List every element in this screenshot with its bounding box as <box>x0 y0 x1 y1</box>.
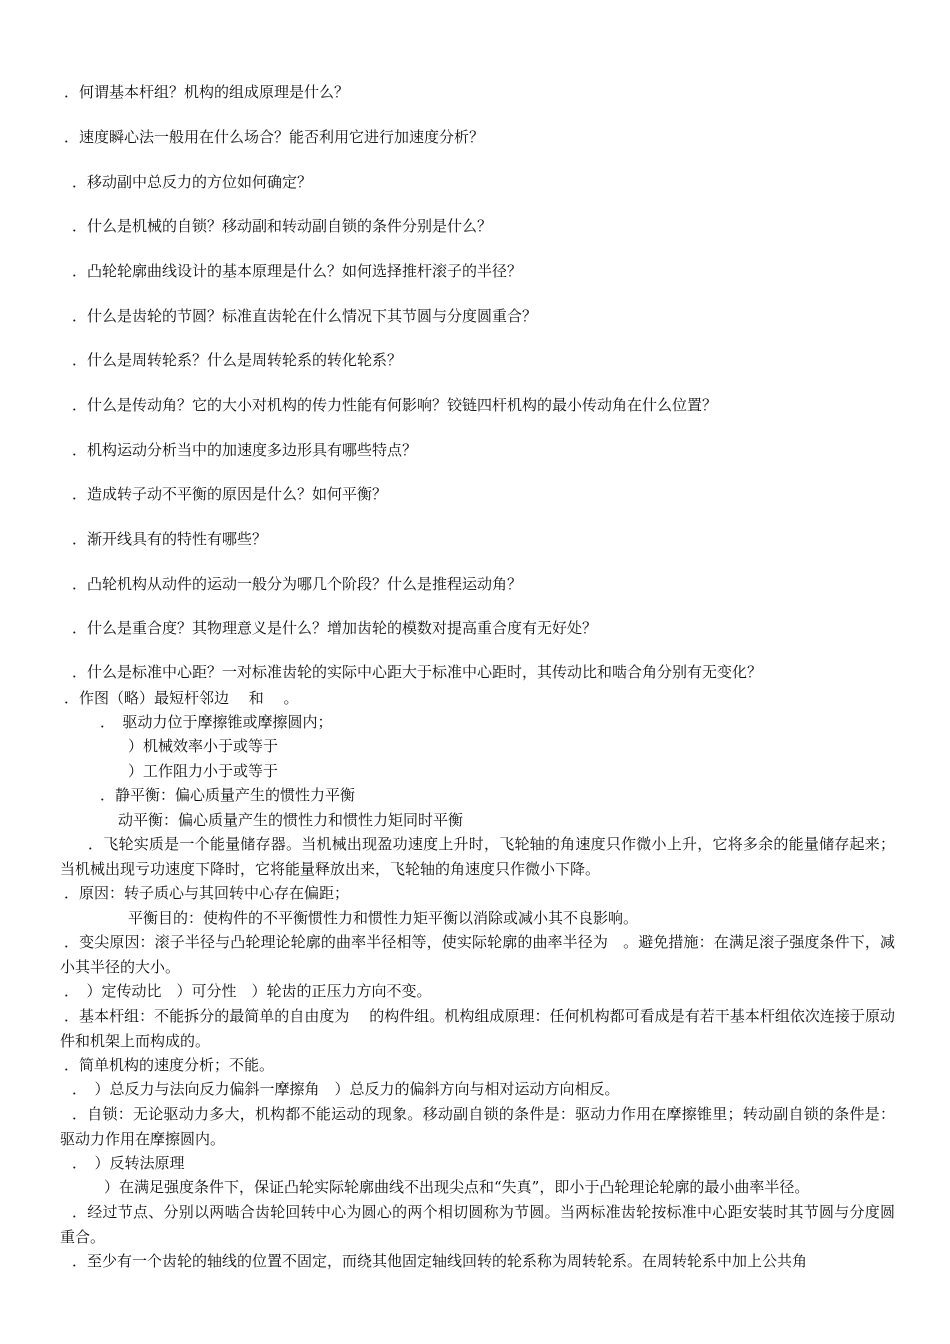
question-12: ．凸轮机构从动件的运动一般分为哪几个阶段？什么是推程运动角？ <box>72 575 523 593</box>
answer-1: ．作图（略）最短杆邻边 和 。 <box>64 689 299 707</box>
question-14: ．什么是标准中心距？一对标准齿轮的实际中心距大于标准中心距时，其传动比和啮合角分别有无变化？ <box>72 663 763 681</box>
question-1: ．何谓基本杆组？机构的组成原理是什么？ <box>64 83 350 101</box>
answer-7: ． ）定传动比 ）可分性 ）轮齿的正压力方向不变。 <box>64 982 432 1000</box>
question-13: ．什么是重合度？其物理意义是什么？增加齿轮的模数对提高重合度有无好处？ <box>72 619 598 637</box>
question-8: ．什么是传动角？它的大小对机构的传力性能有何影响？铰链四杆机构的最小传动角在什么位置？ <box>72 396 718 414</box>
question-6: ．什么是齿轮的节圆？标准直齿轮在什么情况下其节圆与分度圆重合？ <box>72 307 538 325</box>
answer-11: ．自锁：无论驱动力多大，机构都不能运动的现象。移动副自锁的条件是：驱动力作用在摩擦锥里；转动副自锁的条件是：驱动力作用在摩擦圆内。 <box>60 1105 895 1148</box>
answer-6: ．变尖原因：滚子半径与凸轮理论轮廓的曲率半径相等，使实际轮廓的曲率半径为 。避免措施：在满足滚子强度条件下，减小其半径的大小。 <box>60 933 895 976</box>
answer-2-sub-2: ）机械效率小于或等于 <box>128 737 279 755</box>
answer-5-sub: 平衡目的：使构件的不平衡惯性力和惯性力矩平衡以消除或减小其不良影响。 <box>128 909 639 927</box>
question-2: ．速度瞬心法一般用在什么场合？能否利用它进行加速度分析？ <box>64 128 485 146</box>
answer-14: ．至少有一个齿轮的轴线的位置不固定，而绕其他固定轴线回转的轮系称为周转轮系。在周转轮系中加上公共角 <box>72 1252 808 1270</box>
question-5: ．凸轮轮廓曲线设计的基本原理是什么？如何选择推杆滚子的半径？ <box>72 262 523 280</box>
question-10: ．造成转子动不平衡的原因是什么？如何平衡？ <box>72 485 388 503</box>
answer-4: ．飞轮实质是一个能量储存器。当机械出现盈功速度上升时，飞轮轴的角速度只作微小上升，它将多余的能量储存起来；当机械出现亏功速度下降时，它将能量释放出来，飞轮轴的角速度只作微小下降。 <box>60 835 895 878</box>
answer-3: ．静平衡：偏心质量产生的惯性力平衡 <box>100 786 356 804</box>
question-11: ．渐开线具有的特性有哪些？ <box>72 530 268 548</box>
question-9: ．机构运动分析当中的加速度多边形具有哪些特点？ <box>72 441 418 459</box>
answer-3-sub: 动平衡：偏心质量产生的惯性力和惯性力矩同时平衡 <box>118 811 464 829</box>
question-7: ．什么是周转轮系？什么是周转轮系的转化轮系？ <box>72 351 403 369</box>
answer-12-sub: ）在满足强度条件下，保证凸轮实际轮廓曲线不出现尖点和“失真”，即小于凸轮理论轮廓的最小曲率半径。 <box>104 1178 810 1196</box>
answer-5: ．原因：转子质心与其回转中心存在偏距； <box>64 884 350 902</box>
question-3: ．移动副中总反力的方位如何确定？ <box>72 173 313 191</box>
answer-2: ． 驱动力位于摩擦锥或摩擦圆内； <box>100 713 333 731</box>
answer-12: ． ）反转法原理 <box>72 1154 185 1172</box>
answer-2-sub-3: ）工作阻力小于或等于 <box>128 762 279 780</box>
answer-8: ．基本杆组：不能拆分的最简单的自由度为 的构件组。机构组成原理：任何机构都可看成是有若干基本杆组依次连接于原动件和机架上而构成的。 <box>60 1007 895 1050</box>
answer-13: ．经过节点、分别以两啮合齿轮回转中心为圆心的两个相切圆称为节圆。当两标准齿轮按标准中心距安装时其节圆与分度圆重合。 <box>60 1203 895 1246</box>
answer-10: ． ）总反力与法向反力偏斜一摩擦角 ）总反力的偏斜方向与相对运动方向相反。 <box>72 1080 620 1098</box>
question-4: ．什么是机械的自锁？移动副和转动副自锁的条件分别是什么？ <box>72 217 493 235</box>
answer-9: ．简单机构的速度分析；不能。 <box>64 1056 275 1074</box>
